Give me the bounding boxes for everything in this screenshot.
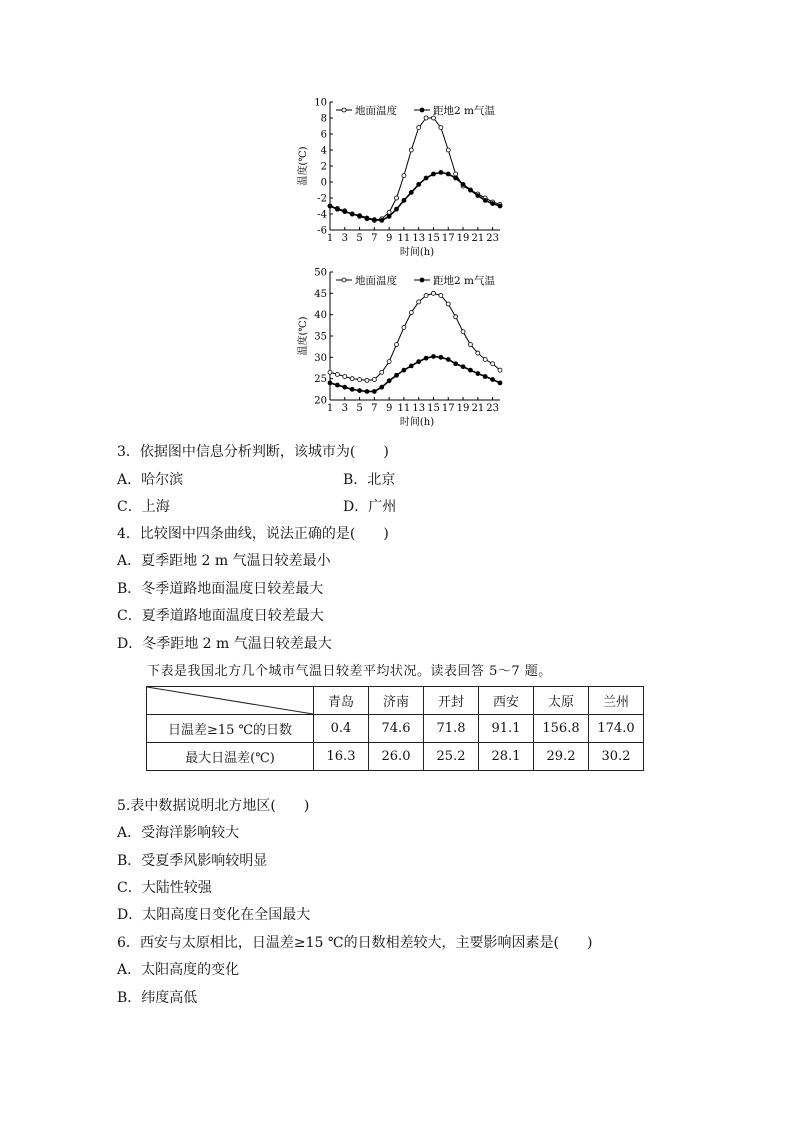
x-tick-label: 21 <box>471 403 485 414</box>
question-6-option-b: B．纬度高低 <box>117 990 198 1006</box>
summer-temperature-chart <box>292 264 512 436</box>
data-point <box>483 357 487 361</box>
x-tick-label: 21 <box>471 233 485 244</box>
data-point <box>439 355 443 359</box>
data-point <box>491 378 495 382</box>
data-point <box>358 214 362 218</box>
diagonal-line <box>147 687 313 714</box>
data-point <box>372 389 376 393</box>
data-point <box>491 202 495 206</box>
data-point <box>454 362 458 366</box>
x-tick-label: 9 <box>385 233 393 244</box>
data-point <box>431 172 435 176</box>
question-3-option-c: C．上海 <box>117 499 170 515</box>
series-line-2 <box>330 172 500 220</box>
header-taiyuan: 太原 <box>534 687 589 715</box>
data-point <box>343 385 347 389</box>
question-4-option-a: A．夏季距地 2 m 气温日较差最小 <box>117 553 331 569</box>
question-6-option-a: A．太阳高度的变化 <box>117 962 240 978</box>
data-point <box>446 357 450 361</box>
data-point <box>409 190 413 194</box>
question-6-stem: 6．西安与太原相比，日温差≥15 ℃的日数相差较大，主要影响因素是( ) <box>117 935 593 951</box>
question-5-stem: 5.表中数据说明北方地区( ) <box>117 798 310 814</box>
y-axis-label: 温度(℃) <box>298 146 309 186</box>
table-cell: 16.3 <box>314 743 369 771</box>
data-point <box>446 172 450 176</box>
data-point <box>409 148 413 152</box>
x-tick-label: 11 <box>397 233 411 244</box>
x-tick-label: 7 <box>371 403 378 414</box>
y-tick-label: 30 <box>314 352 327 364</box>
data-point <box>328 204 332 208</box>
question-3-option-b: B．北京 <box>343 472 396 488</box>
data-point <box>439 170 443 174</box>
x-tick-label: 9 <box>385 403 393 414</box>
data-point <box>335 383 339 387</box>
y-tick-label: 8 <box>320 113 327 125</box>
data-point <box>387 379 391 383</box>
table-cell: 25.2 <box>424 743 479 771</box>
series-line-1 <box>330 293 500 380</box>
table-cell: 26.0 <box>369 743 424 771</box>
data-point <box>476 351 480 355</box>
data-point <box>424 356 428 360</box>
data-point <box>483 375 487 379</box>
data-point <box>328 370 332 374</box>
data-point <box>476 194 480 198</box>
table-cell: 28.1 <box>479 743 534 771</box>
x-tick-label: 23 <box>486 233 499 244</box>
data-point <box>372 378 376 382</box>
data-point <box>395 196 399 200</box>
x-tick-label: 19 <box>456 233 470 244</box>
data-point <box>446 148 450 152</box>
data-point <box>343 375 347 379</box>
header-jinan: 济南 <box>369 687 424 715</box>
data-point <box>365 216 369 220</box>
legend-label-2: 距地2 m气温 <box>433 275 495 287</box>
x-tick-label: 17 <box>441 403 455 414</box>
table-row <box>147 715 644 743</box>
series-line-1 <box>330 118 500 220</box>
y-tick-label: 25 <box>314 374 327 386</box>
data-point <box>424 293 428 297</box>
x-tick-label: 17 <box>441 233 455 244</box>
data-point <box>409 364 413 368</box>
data-point <box>343 210 347 214</box>
x-axis-label: 时间(h) <box>399 247 435 258</box>
question-5-option-c: C．大陆性较强 <box>117 880 212 896</box>
table-cell: 156.8 <box>534 715 589 743</box>
data-point <box>328 381 332 385</box>
legend-label-1: 地面温度 <box>355 105 397 117</box>
data-point <box>387 360 391 364</box>
data-point <box>468 188 472 192</box>
data-point <box>417 360 421 364</box>
header-xian: 西安 <box>479 687 534 715</box>
legend-marker <box>342 278 346 282</box>
x-tick-label: 15 <box>427 403 440 414</box>
data-point <box>417 182 421 186</box>
question-3-option-d: D．广州 <box>343 499 397 515</box>
data-point <box>387 210 391 214</box>
header-kaifeng: 开封 <box>424 687 479 715</box>
data-point <box>476 372 480 376</box>
data-point <box>380 370 384 374</box>
legend-marker <box>342 108 346 112</box>
winter-temperature-chart <box>292 94 512 266</box>
city-temperature-table <box>146 686 644 771</box>
table-cell: 174.0 <box>589 715 644 743</box>
x-tick-label: 11 <box>397 403 411 414</box>
data-point <box>498 204 502 208</box>
y-tick-label: 10 <box>314 97 327 109</box>
question-4-stem: 4．比较图中四条曲线，说法正确的是( ) <box>117 526 389 542</box>
data-point <box>350 212 354 216</box>
question-4-option-c: C．夏季道路地面温度日较差最大 <box>117 608 324 624</box>
x-tick-label: 3 <box>341 233 348 244</box>
data-point <box>395 343 399 347</box>
data-point <box>380 385 384 389</box>
data-point <box>461 330 465 334</box>
y-tick-label: 0 <box>320 177 327 189</box>
data-point <box>402 368 406 372</box>
table-cell: 0.4 <box>314 715 369 743</box>
legend-marker <box>420 108 424 112</box>
data-point <box>350 387 354 391</box>
data-point <box>498 381 502 385</box>
data-point <box>498 368 502 372</box>
question-4-option-d: D．冬季距地 2 m 气温日较差最大 <box>117 636 332 652</box>
table-row <box>147 743 644 771</box>
data-point <box>424 176 428 180</box>
data-point <box>409 311 413 315</box>
data-point <box>402 325 406 329</box>
question-3-stem: 3．依据图中信息分析判断，该城市为( ) <box>117 444 389 460</box>
table-intro: 下表是我国北方几个城市气温日较差平均状况。读表回答 5～7 题。 <box>147 664 552 679</box>
data-point <box>468 368 472 372</box>
data-point <box>380 218 384 222</box>
data-point <box>424 116 428 120</box>
data-point <box>335 372 339 376</box>
x-tick-label: 13 <box>412 403 426 414</box>
table-header-row <box>147 687 644 715</box>
x-axis-label: 时间(h) <box>399 417 435 428</box>
legend-label-2: 距地2 m气温 <box>433 105 495 117</box>
question-5-option-d: D．太阳高度日变化在全国最大 <box>117 907 311 923</box>
diagonal-header-cell <box>147 687 314 715</box>
y-tick-label: 6 <box>320 129 327 141</box>
data-point <box>358 378 362 382</box>
row-label: 日温差≥15 ℃的日数 <box>147 715 314 743</box>
x-tick-label: 13 <box>412 233 426 244</box>
x-tick-label: 23 <box>486 403 499 414</box>
data-point <box>365 378 369 382</box>
data-point <box>446 302 450 306</box>
y-tick-label: 35 <box>314 331 327 343</box>
chart-svg <box>292 94 512 266</box>
table-cell: 74.6 <box>369 715 424 743</box>
data-point <box>454 176 458 180</box>
table-cell: 29.2 <box>534 743 589 771</box>
y-tick-label: -4 <box>317 209 327 221</box>
row-label: 最大日温差(℃) <box>147 743 314 771</box>
question-5-option-b: B．受夏季风影响较明显 <box>117 853 268 869</box>
x-tick-label: 1 <box>326 403 334 414</box>
data-point <box>358 389 362 393</box>
table-cell: 30.2 <box>589 743 644 771</box>
data-point <box>395 373 399 377</box>
x-tick-label: 15 <box>427 233 440 244</box>
y-axis-label: 温度(℃) <box>298 316 309 356</box>
x-tick-label: 19 <box>456 403 470 414</box>
x-tick-label: 3 <box>341 403 348 414</box>
data-point <box>402 174 406 178</box>
data-point <box>454 315 458 319</box>
legend-label-1: 地面温度 <box>355 275 397 287</box>
y-tick-label: -2 <box>317 193 327 205</box>
data-point <box>365 389 369 393</box>
question-5-option-a: A．受海洋影响较大 <box>117 825 240 841</box>
data-point <box>439 126 443 130</box>
y-tick-label: 40 <box>314 310 327 322</box>
data-point <box>461 365 465 369</box>
y-tick-label: 50 <box>314 267 327 279</box>
data-point <box>372 218 376 222</box>
data-point <box>417 300 421 304</box>
data-point <box>431 291 435 295</box>
y-tick-label: -6 <box>317 225 327 237</box>
question-4-option-b: B．冬季道路地面温度日较差最大 <box>117 581 324 597</box>
data-point <box>431 354 435 358</box>
data-point <box>461 182 465 186</box>
data-point <box>335 207 339 211</box>
table-cell: 91.1 <box>479 715 534 743</box>
y-tick-label: 2 <box>320 161 327 173</box>
chart-svg <box>292 264 512 436</box>
x-tick-label: 1 <box>326 233 334 244</box>
y-tick-label: 4 <box>320 145 327 157</box>
x-tick-label: 5 <box>356 233 363 244</box>
data-point <box>395 207 399 211</box>
header-lanzhou: 兰州 <box>589 687 644 715</box>
data-point <box>454 172 458 176</box>
data-point <box>483 198 487 202</box>
series-line-2 <box>330 356 500 391</box>
data-point <box>468 343 472 347</box>
data-point <box>402 198 406 202</box>
legend-marker <box>420 278 424 282</box>
data-point <box>491 362 495 366</box>
table-cell: 71.8 <box>424 715 479 743</box>
x-tick-label: 5 <box>356 403 363 414</box>
data-point <box>387 214 391 218</box>
x-tick-label: 7 <box>371 233 378 244</box>
header-qingdao: 青岛 <box>314 687 369 715</box>
y-tick-label: 20 <box>314 395 327 407</box>
data-point <box>350 377 354 381</box>
y-tick-label: 45 <box>314 288 327 300</box>
question-3-option-a: A．哈尔滨 <box>117 472 184 488</box>
data-point <box>439 293 443 297</box>
data-point <box>417 126 421 130</box>
